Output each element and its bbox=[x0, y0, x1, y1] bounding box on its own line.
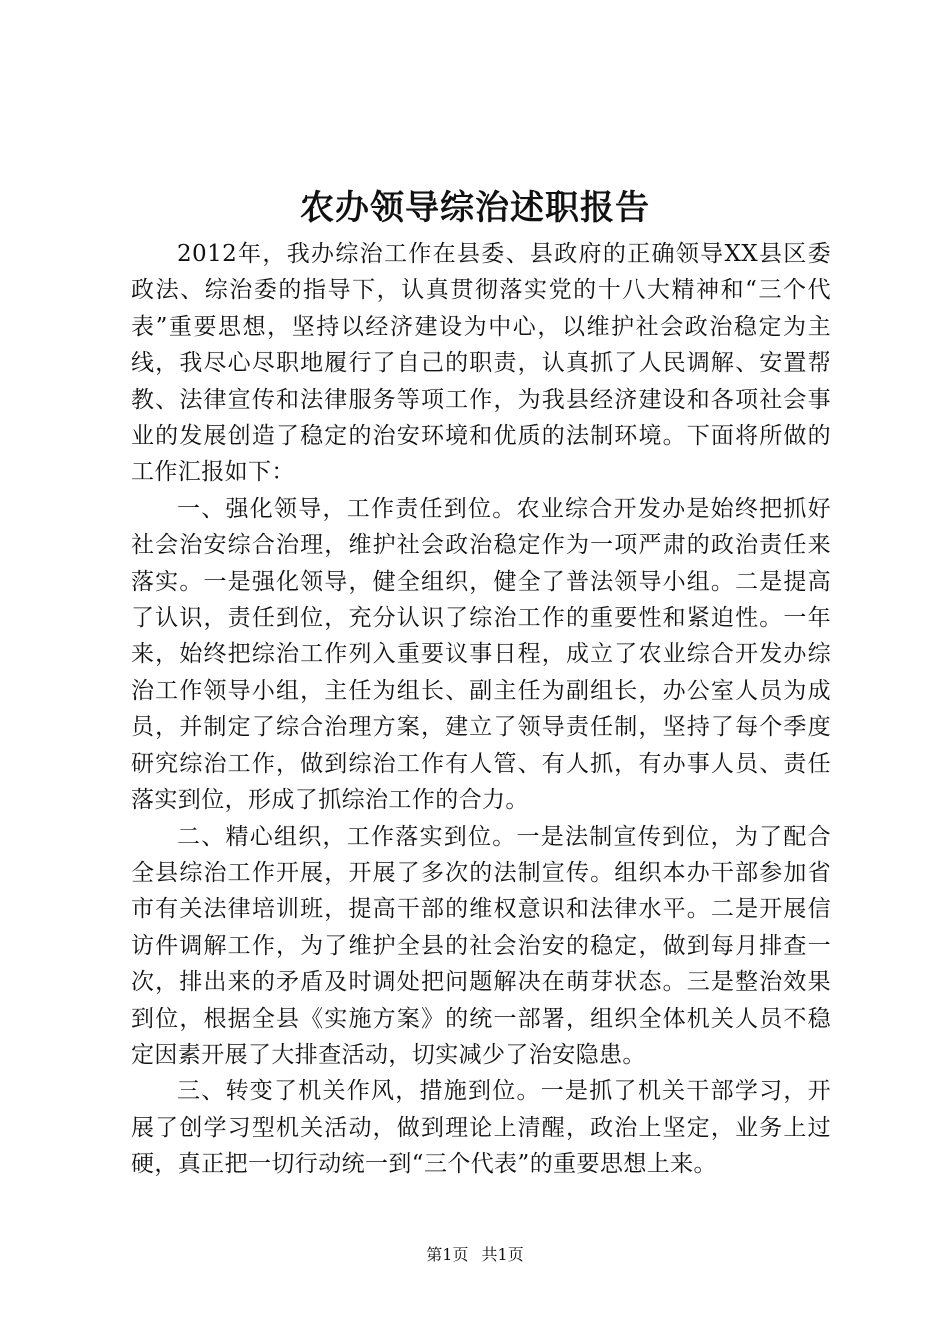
page-number: 第1页 bbox=[426, 1245, 469, 1264]
paragraph-section-3: 三、转变了机关作风，措施到位。一是抓了机关干部学习，开展了创学习型机关活动，做到理论上清醒，政治上坚定，业务上过硬，真正把一切行动统一到“三个代表”的重要思想上来。 bbox=[131, 1078, 831, 1178]
paragraph-section-1: 一、强化领导，工作责任到位。农业综合开发办是始终把抓好社会治安综合治理，维护社会政治稳定作为一项严肃的政治责任来落实。一是强化领导，健全组织，健全了普法领导小组。二是提高了认识，责任到位，充分认识了综治工作的重要性和紧迫性。一年来，始终把综治工作列入重要议事日程，成立了农业综合开发办综治工作领导小组，主任为组长、副主任为副组长，办公室人员为成员，并制定了综合治理方案，建立了领导责任制，坚持了每个季度研究综治工作，做到综治工作有人管、有人抓，有办事人员、责任落实到位，形成了抓综治工作的合力。 bbox=[131, 495, 831, 814]
paragraph-section-2: 二、精心组织，工作落实到位。一是法制宣传到位，为了配合全县综治工作开展，开展了多次的法制宣传。组织本办干部参加省市有关法律培训班，提高干部的维权意识和法律水平。二是开展信访件调解工作，为了维护全县的社会治安的稳定，做到每月排查一次，排出来的矛盾及时调处把问题解决在萌芽状态。三是整治效果到位，根据全县《实施方案》的统一部署，组织全体机关人员不稳定因素开展了大排查活动，切实减少了治安隐患。 bbox=[131, 823, 831, 1068]
document-title: 农办领导综治述职报告 bbox=[300, 188, 650, 228]
page-footer bbox=[0, 1244, 950, 1266]
paragraph-intro: 2012年，我办综治工作在县委、县政府的正确领导XX县区委政法、综治委的指导下，认真贯彻落实党的十八大精神和“三个代表”重要思想，坚持以经济建设为中心，以维护社会政治稳定为主线，我尽心尽职地履行了自己的职责，认真抓了人民调解、安置帮教、法律宣传和法律服务等项工作，为我县经济建设和各项社会事业的发展创造了稳定的治安环境和优质的法制环境。下面将所做的工作汇报如下： bbox=[131, 241, 831, 486]
document-body bbox=[131, 236, 831, 1183]
page-total: 共1页 bbox=[481, 1245, 524, 1264]
